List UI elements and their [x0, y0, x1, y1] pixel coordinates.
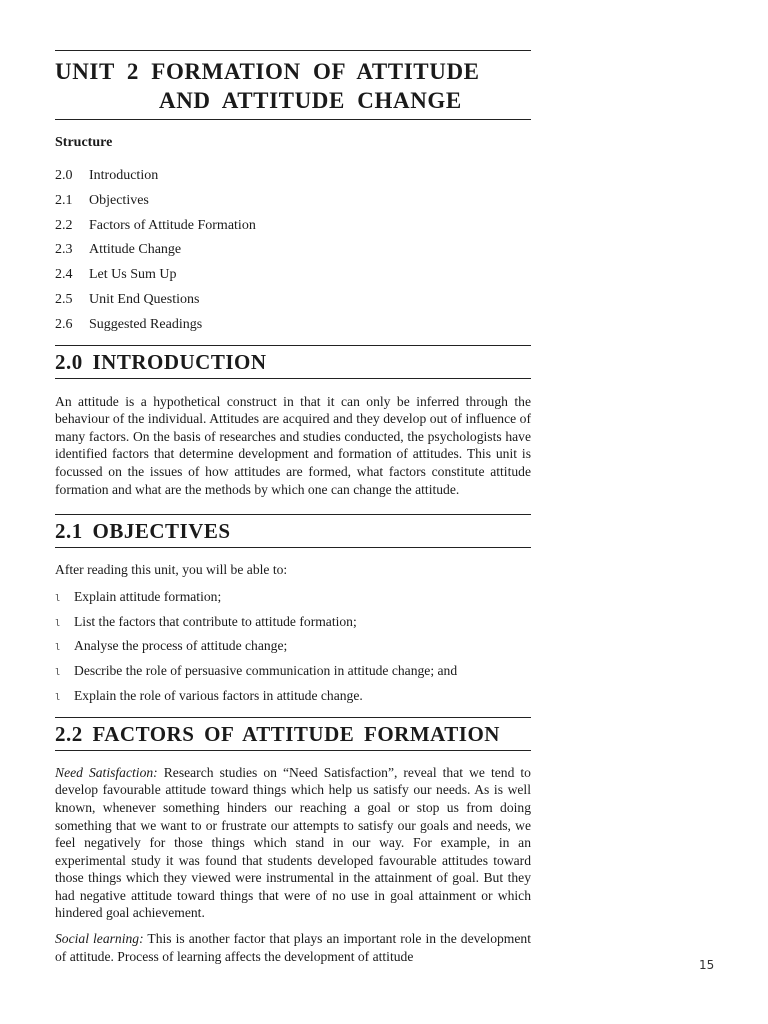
factors-bottom-rule [55, 750, 531, 751]
title-bottom-rule [55, 119, 531, 120]
structure-label: Structure [55, 135, 113, 150]
structure-item [55, 288, 531, 313]
objectives-intro: After reading this unit, you will be able to: [55, 562, 288, 578]
structure-item-number: 2.5 [55, 291, 73, 307]
structure-item [55, 214, 531, 239]
unit-title [55, 57, 531, 115]
objective-text: Explain the role of various factors in attitude change. [74, 687, 363, 703]
bullet-icon: l [55, 618, 61, 629]
bullet-icon: l [55, 643, 61, 654]
structure-item-label: Unit End Questions [89, 291, 200, 307]
introduction-paragraph: An attitude is a hypothetical construct in that it can only be inferred through the behaviour of the individual. Attitudes are acquired and they develop out of influence of many factors. On the basis of researches and studies conducted, the psychologists have identified factors that determine development and formation of attitudes. This unit is focussed on the issues of how attitudes are formed, what factors constitute attitude formation and what are the methods by which one can change the attitude. [55, 393, 531, 497]
need-satisfaction-text: Research studies on “Need Satisfaction”, reveal that we tend to develop favourable attitude toward things which help us satisfy our needs. As is well known, whenever something hinders our reaching a goal or stop us from doing something that we want to or frustrate our attempts to satisfy our goals and needs, we feel negatively for those things which stand in our way. For example, in an experimental study it was found that students developed favourable attitudes toward those things which they viewed were instrumental in the attainment of goal. But they had negative attitude toward things that were of no use in goal attainment or which hindered goal achievement. [55, 764, 531, 921]
structure-item-label: Attitude Change [89, 242, 182, 258]
structure-item-number: 2.6 [55, 316, 73, 332]
objective-item [55, 684, 531, 709]
objective-item [55, 659, 531, 684]
structure-item [55, 313, 531, 338]
social-learning-runin: Social learning: [55, 931, 144, 947]
objective-text: List the factors that contribute to attitude formation; [74, 613, 357, 629]
objectives-list [55, 585, 531, 709]
unit-title-line-1: UNIT 2 FORMATION OF ATTITUDE [55, 59, 480, 84]
page-number: 15 [699, 958, 715, 972]
objective-item [55, 610, 531, 635]
structure-list [55, 164, 531, 338]
structure-item-number: 2.2 [55, 217, 73, 233]
objective-text: Describe the role of persuasive communication in attitude change; and [74, 663, 458, 679]
unit-title-line-2: AND ATTITUDE CHANGE [159, 88, 462, 113]
structure-item-label: Factors of Attitude Formation [89, 217, 256, 233]
need-satisfaction-runin: Need Satisfaction: [55, 764, 158, 780]
objective-item [55, 585, 531, 610]
structure-item-label: Introduction [89, 168, 159, 183]
objective-text: Explain attitude formation; [74, 588, 222, 604]
need-satisfaction-paragraph [55, 764, 531, 922]
introduction-heading: 2.0 INTRODUCTION [55, 349, 267, 374]
social-learning-text: This is another factor that plays an important role in the development of attitude. Process of learning affects the development of attitude [55, 931, 531, 964]
objective-text: Analyse the process of attitude change; [74, 638, 288, 654]
structure-item-number: 2.0 [55, 168, 73, 183]
bullet-icon: l [55, 593, 61, 604]
structure-item-number: 2.1 [55, 192, 73, 208]
bullet-icon: l [55, 668, 61, 679]
document-page [55, 50, 531, 965]
structure-item-label: Let Us Sum Up [89, 267, 177, 283]
structure-item [55, 238, 531, 263]
structure-item-label: Objectives [89, 192, 149, 208]
factors-heading: 2.2 FACTORS OF ATTITUDE FORMATION [55, 721, 500, 746]
structure-item-number: 2.3 [55, 242, 73, 258]
structure-item-number: 2.4 [55, 267, 73, 283]
objective-item [55, 634, 531, 659]
structure-item [55, 263, 531, 288]
objectives-bottom-rule [55, 547, 531, 548]
structure-item [55, 164, 531, 189]
introduction-bottom-rule [55, 378, 531, 379]
title-top-rule [55, 50, 531, 51]
structure-item [55, 189, 531, 214]
social-learning-paragraph [55, 930, 531, 965]
objectives-heading: 2.1 OBJECTIVES [55, 519, 231, 544]
bullet-icon: l [55, 692, 61, 703]
structure-item-label: Suggested Readings [89, 316, 203, 332]
